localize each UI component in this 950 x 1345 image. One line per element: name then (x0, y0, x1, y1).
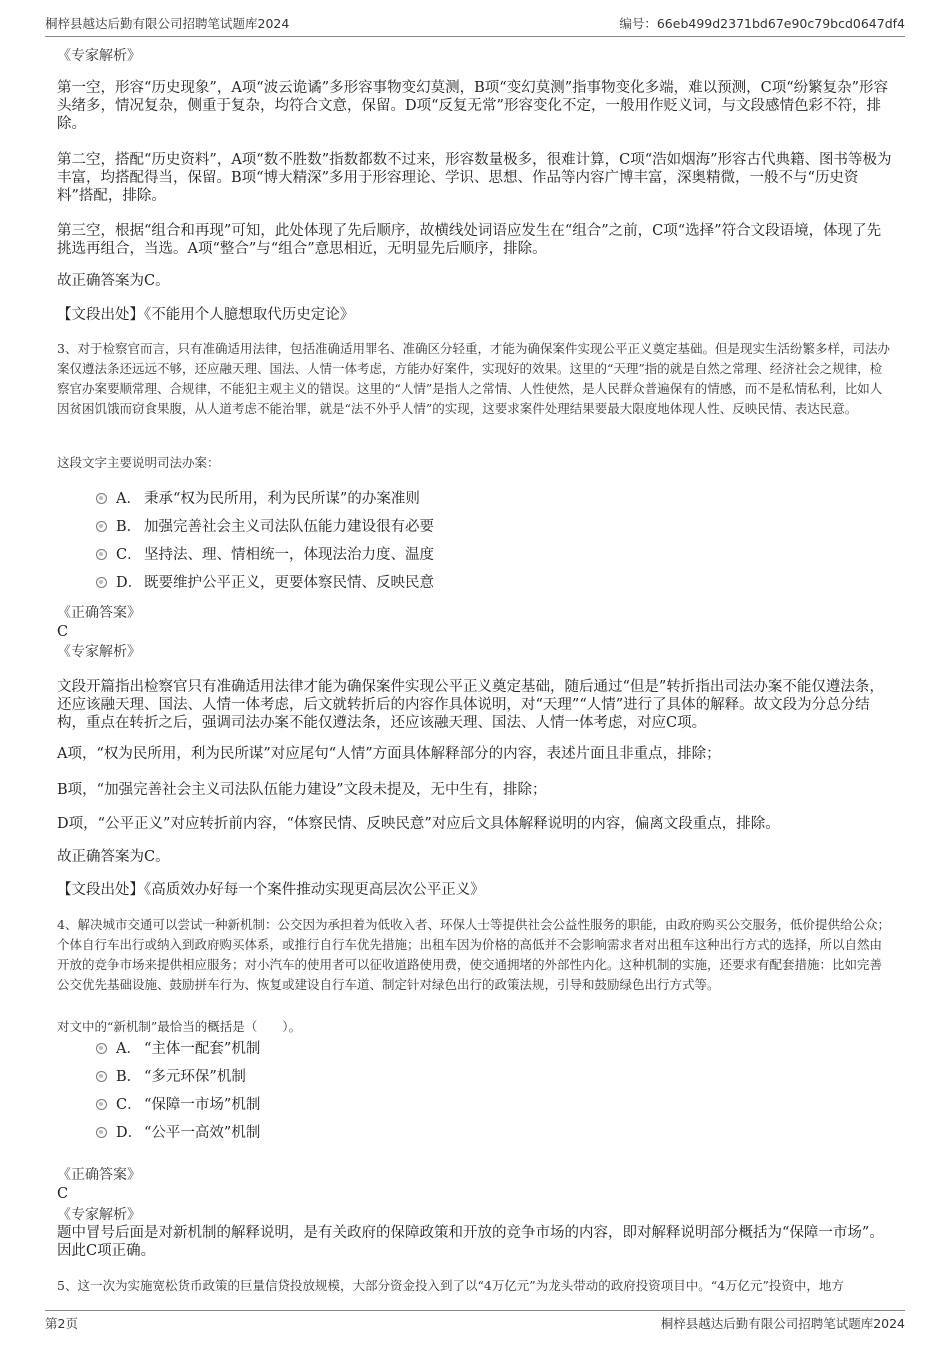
q2-analysis-label: 《专家解析》 (57, 48, 141, 64)
q3-conclusion: 故正确答案为C。 (57, 849, 170, 865)
radio-icon[interactable] (96, 493, 107, 504)
option-text: “保障一市场”机制 (144, 1097, 261, 1113)
q4-stem: 对文中的“新机制”最恰当的概括是（ ）。 (57, 1019, 302, 1034)
header-divider (45, 36, 905, 37)
q3-stem: 这段文字主要说明司法办案： (57, 455, 220, 470)
option-text: “主体一配套”机制 (144, 1041, 261, 1057)
header-title: 桐梓县越达后勤有限公司招聘笔试题库2024 (45, 16, 290, 31)
option-letter: A． (116, 491, 141, 507)
page-footer (45, 1314, 905, 1334)
option-text: 坚持法、理、情相统一，体现法治力度、温度 (144, 547, 434, 563)
q4-analysis-para-1: 题中冒号后面是对新机制的解释说明，是有关政府的保障政策和开放的竞争市场的内容，即对解释说明部分概括为“保障一市场”。因此C项正确。 (57, 1225, 884, 1259)
q4-question-text: 4、解决城市交通可以尝试一种新机制：公交因为承担着为低收入者、环保人士等提供社会公益性服务的职能，由政府购买公交服务，低价提供给公众；个体自行车出行或纳入到政府购买体系，或推行自行车优先措施；出租车因为价格的高低并不会影响需求者对出租车这种出行方式的选择，所以自然由开放的竞争市场来提供相应服务；对小汽车的使用者可以征收道路使用费，使交通拥堵的外部性内化。这种机制的实施，还要求有配套措施：比如完善公交优先基础设施、鼓励拼车行为、恢复或建设自行车道、制定针对绿色出行的政策法规，引导和鼓励绿色出行方式等。 (57, 917, 890, 992)
radio-icon[interactable] (96, 549, 107, 560)
q2-source: 【文段出处】《不能用个人臆想取代历史定论》 (57, 307, 355, 323)
q5-question-text: 5、这一次为实施宽松货币政策的巨量信贷投放规模，大部分资金投入到了以“4万亿元”为龙头带动的政府投资项目中。“4万亿元”投资中，地方 (57, 1278, 844, 1293)
q3-option-a[interactable] (96, 488, 420, 510)
option-text: “公平一高效”机制 (144, 1125, 261, 1141)
option-letter: C． (116, 1097, 142, 1113)
radio-icon[interactable] (96, 1127, 107, 1138)
option-letter: B． (116, 1069, 142, 1085)
q4-answer: C (57, 1186, 69, 1202)
option-letter: A． (116, 1041, 141, 1057)
q3-analysis-para-1: 文段开篇指出检察官只有准确适用法律才能为确保案件实现公平正义奠定基础，随后通过“但是”转折指出司法办案不能仅遵法条，还应该融天理、国法、人情一体考虑，后文就转折后的内容作具体说明，对“天理”“人情”进行了具体的解释。故文段为分总分结构，重点在转折之后，强调司法办案不能仅遵法条，还应该融天理、国法、人情一体考虑，对应C项。 (57, 679, 884, 731)
q3-answer-label: 《正确答案》 (57, 605, 141, 621)
q2-analysis-para-3: 第三空，根据“组合和再现”可知，此处体现了先后顺序，故横线处词语应发生在“组合”之前，C项“选择”符合文段语境，体现了先挑选再组合，当选。A项“整合”与“组合”意思相近，无明显先后顺序，排除。 (57, 223, 882, 257)
option-letter: B． (116, 519, 142, 535)
footer-divider (45, 1310, 905, 1311)
q3-question-text: 3、对于检察官而言，只有准确适用法律，包括准确适用罪名、准确区分轻重，才能为确保案件实现公平正义奠定基础。但是现实生活纷繁多样，司法办案仅遵法条还远远不够，还应融天理、国法、人情一体考虑，方能办好案件，实现好的效果。这里的“天理”指的就是自然之常理、经济社会之规律，检察官办案要顺常理、合规律，不能犯主观主义的错误。这里的“人情”是指人之常情、人性使然，是人民群众普遍保有的情感，而不是私情私利，比如人因贫困饥饿而窃食果腹，从人道考虑不能治罪，就是“法不外乎人情”的实现，这要求案件处理结果要最大限度地体现人性、反映民情、表达民意。 (57, 341, 890, 416)
q3-analysis-label: 《专家解析》 (57, 644, 141, 660)
q2-conclusion: 故正确答案为C。 (57, 273, 170, 289)
q3-option-b[interactable] (96, 516, 434, 538)
q3-analysis-para-2: A项，“权为民所用，利为民所谋”对应尾句“人情”方面具体解释部分的内容，表述片面且非重点，排除； (57, 746, 721, 762)
option-text: “多元环保”机制 (144, 1069, 246, 1085)
option-letter: C． (116, 547, 142, 563)
q2-analysis-para-2: 第二空，搭配“历史资料”，A项“数不胜数”指数都数不过来，形容数量极多，很难计算，C项“浩如烟海”形容古代典籍、图书等极为丰富，均搭配得当，保留。B项“博大精深”多用于形容理论、学识、思想、作品等内容广博丰富，深奥精微，一般不与“历史资料”搭配，排除。 (57, 152, 892, 204)
q3-analysis-para-3: B项，“加强完善社会主义司法队伍能力建设”文段未提及，无中生有，排除； (57, 782, 547, 798)
q4-option-b[interactable] (96, 1066, 246, 1088)
option-text: 加强完善社会主义司法队伍能力建设很有必要 (144, 519, 434, 535)
radio-icon[interactable] (96, 521, 107, 532)
footer-page-number: 第2页 (45, 1316, 78, 1331)
page-header (45, 14, 905, 34)
radio-icon[interactable] (96, 577, 107, 588)
q2-analysis-para-1: 第一空，形容“历史现象”，A项“波云诡谲”多形容事物变幻莫测，B项“变幻莫测”指事物变化多端，难以预测，C项“纷繁复杂”形容头绪多，情况复杂，侧重于复杂，均符合文意，保留。D项“反复无常”形容变化不定，一般用作贬义词，与文段感情色彩不符，排除。 (57, 80, 889, 132)
q4-answer-label: 《正确答案》 (57, 1167, 141, 1183)
radio-icon[interactable] (96, 1043, 107, 1054)
option-letter: D． (116, 1125, 143, 1141)
radio-icon[interactable] (96, 1099, 107, 1110)
header-serial: 编号：66eb499d2371bd67e90c79bcd0647df4 (619, 16, 905, 31)
q4-option-a[interactable] (96, 1038, 260, 1060)
radio-icon[interactable] (96, 1071, 107, 1082)
q3-answer: C (57, 624, 69, 640)
option-text: 既要维护公平正义，更要体察民情、反映民意 (144, 575, 434, 591)
q4-analysis-label: 《专家解析》 (57, 1207, 141, 1223)
option-text: 秉承“权为民所用，利为民所谋”的办案准则 (144, 491, 420, 507)
q3-option-c[interactable] (96, 544, 434, 566)
q4-option-c[interactable] (96, 1094, 260, 1116)
q3-source: 【文段出处】《高质效办好每一个案件推动实现更高层次公平正义》 (57, 882, 485, 898)
footer-title: 桐梓县越达后勤有限公司招聘笔试题库2024 (660, 1316, 905, 1331)
q3-option-d[interactable] (96, 572, 434, 594)
q4-option-d[interactable] (96, 1122, 260, 1144)
option-letter: D． (116, 575, 143, 591)
q3-analysis-para-4: D项，“公平正义”对应转折前内容，“体察民情、反映民意”对应后文具体解释说明的内容，偏离文段重点，排除。 (57, 816, 780, 832)
